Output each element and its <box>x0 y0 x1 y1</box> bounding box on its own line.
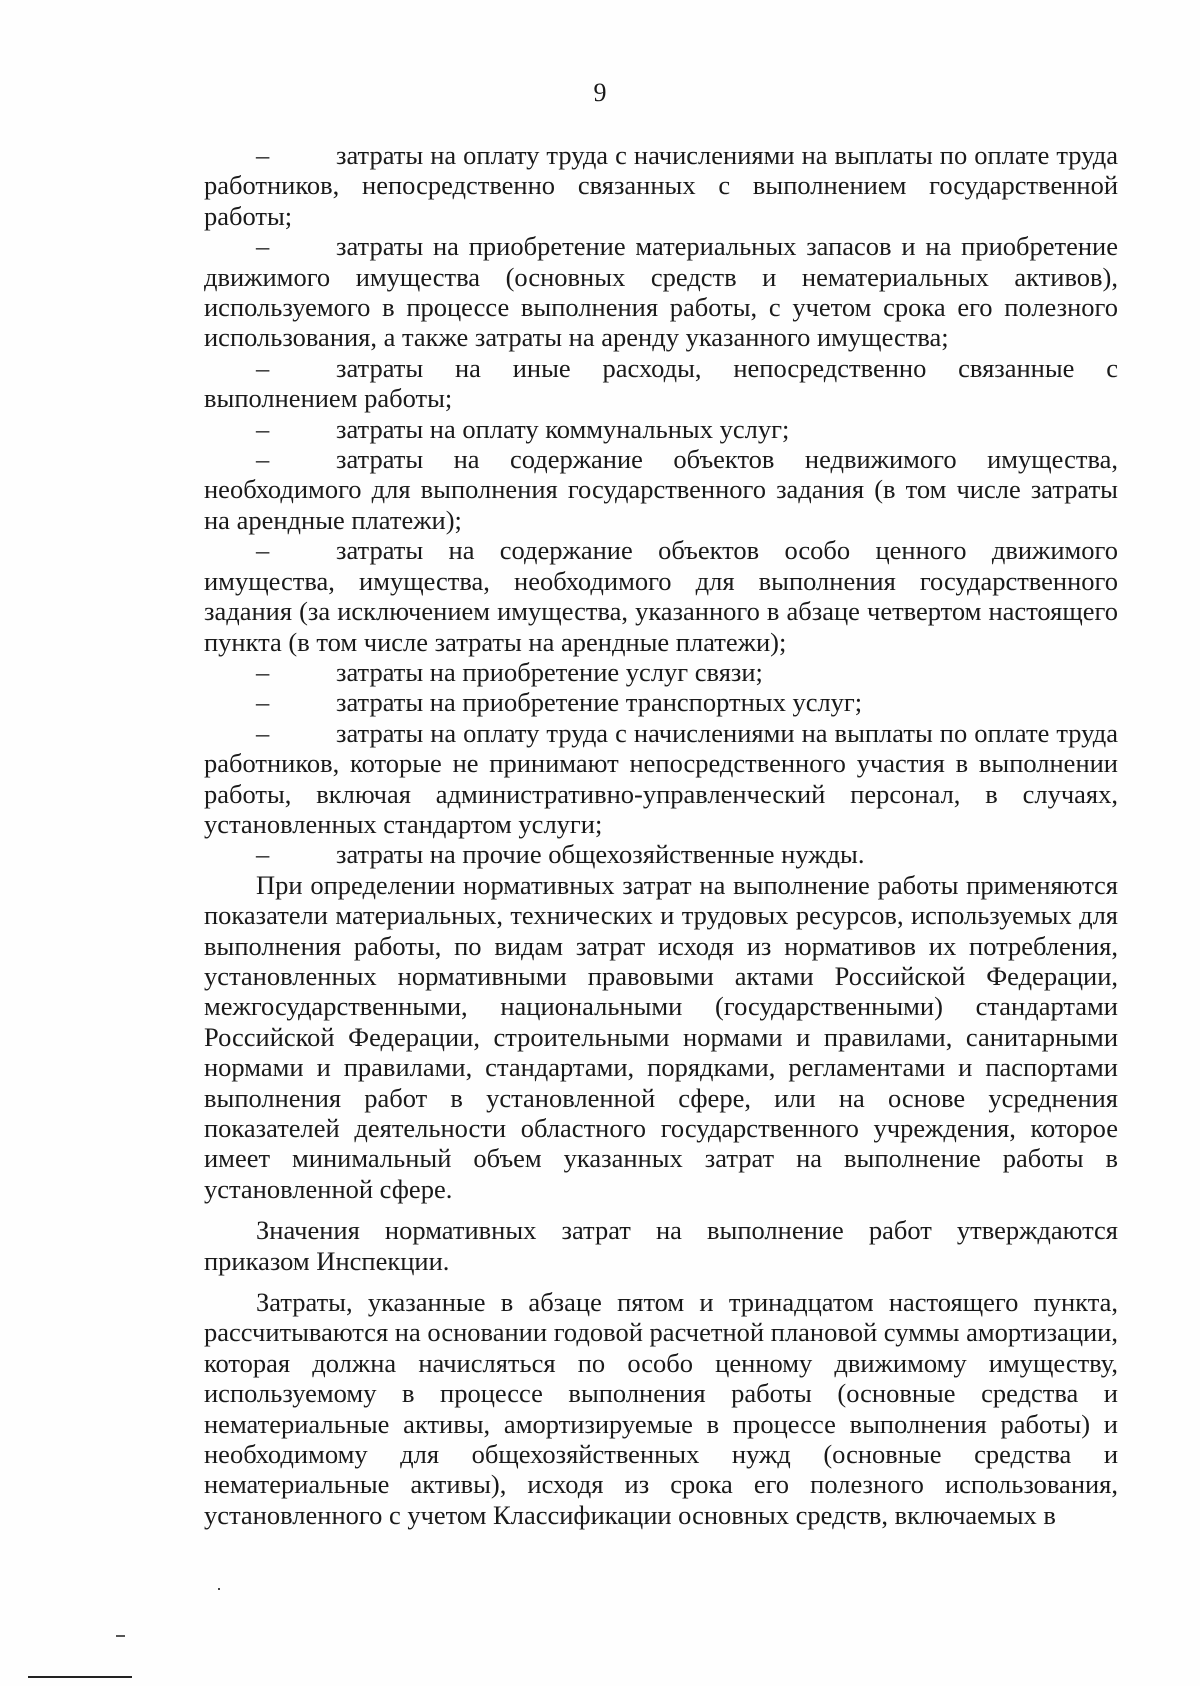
cost-item-text: затраты на приобретение услуг связи; <box>336 656 763 687</box>
scan-mark-dash <box>116 1635 125 1637</box>
list-dash: – <box>256 656 270 687</box>
cost-item-text: затраты на приобретение материальных запасов и на приобретение движимого имущества (основных средств и нематериальных активов), используемого в процессе выполнения работы, с учетом срока его полезного использования, а также затраты на аренду указанного имущества; <box>204 231 1118 353</box>
list-dash: – <box>256 231 270 262</box>
cost-item-text: затраты на приобретение транспортных услуг; <box>336 687 863 718</box>
cost-item-text: затраты на прочие общехозяйственные нужды. <box>336 839 865 870</box>
footnote-rule <box>28 1676 132 1678</box>
cost-item-2 <box>204 231 1118 353</box>
list-dash: – <box>256 444 270 475</box>
document-body <box>204 140 1118 1530</box>
cost-item-9 <box>204 718 1118 840</box>
cost-item-text: затраты на иные расходы, непосредственно связанные с выполнением работы; <box>204 352 1118 414</box>
paragraph-amortization: Затраты, указанные в абзаце пятом и тринадцатом настоящего пункта, рассчитываются на основании годовой расчетной плановой суммы амортизации, которая должна начисляться по особо ценному движимому имуществу, используемому в процессе выполнения работы (основные средства и нематериальные активы, амортизируемые в процессе выполнения работы) и необходимому для общехозяйственных нужд (основные средства и нематериальные активы), исходя из срока его полезного использования, установленного с учетом Классификации основных средств, включаемых в <box>204 1287 1118 1530</box>
list-dash: – <box>256 717 270 748</box>
cost-item-text: затраты на содержание объектов особо ценного движимого имущества, имущества, необходимого для выполнения государственного задания (за исключением имущества, указанного в абзаце четвертом настоящего пункта (в том числе затраты на арендные платежи); <box>204 535 1118 657</box>
cost-item-5 <box>204 444 1118 535</box>
cost-item-7 <box>204 657 1118 687</box>
list-dash: – <box>256 413 270 444</box>
cost-item-text: затраты на содержание объектов недвижимого имущества, необходимого для выполнения государственного задания (в том числе затраты на арендные платежи); <box>204 444 1118 535</box>
cost-item-text: затраты на оплату коммунальных услуг; <box>336 413 790 444</box>
cost-item-8 <box>204 687 1118 717</box>
cost-item-10 <box>204 839 1118 869</box>
list-dash: – <box>256 839 270 870</box>
paragraph-approval: Значения нормативных затрат на выполнение работ утверждаются приказом Инспекции. <box>204 1215 1118 1276</box>
cost-item-3 <box>204 353 1118 414</box>
cost-item-6 <box>204 535 1118 657</box>
list-dash: – <box>256 687 270 718</box>
cost-item-text: затраты на оплату труда с начислениями на выплаты по оплате труда работников, которые не принимают непосредственного участия в выполнении работы, включая административно-управленческий персонал, в случаях, установленных стандартом услуги; <box>204 717 1118 839</box>
paragraph-normative-costs: При определении нормативных затрат на выполнение работы применяются показатели материальных, технических и трудовых ресурсов, используемых для выполнения работы, по видам затрат исходя из нормативов их потребления, установленных нормативными правовыми актами Российской Федерации, межгосударственными, национальными (государственными) стандартами Российской Федерации, строительными нормами и правилами, санитарными нормами и правилами, стандартами, порядками, регламентами и паспортами выполнения работ в установленной сфере, или на основе усреднения показателей деятельности областного государственного учреждения, которое имеет минимальный объем указанных затрат на выполнение работы в установленной сфере. <box>204 869 1118 1204</box>
list-dash: – <box>256 535 270 566</box>
cost-item-text: затраты на оплату труда с начислениями на выплаты по оплате труда работников, непосредственно связанных с выполнением государственной работы; <box>204 140 1118 231</box>
scan-mark <box>218 1588 220 1590</box>
page-number: 9 <box>593 78 607 107</box>
cost-item-1 <box>204 140 1118 231</box>
cost-item-4 <box>204 414 1118 444</box>
list-dash: – <box>256 140 270 170</box>
list-dash: – <box>256 352 270 383</box>
